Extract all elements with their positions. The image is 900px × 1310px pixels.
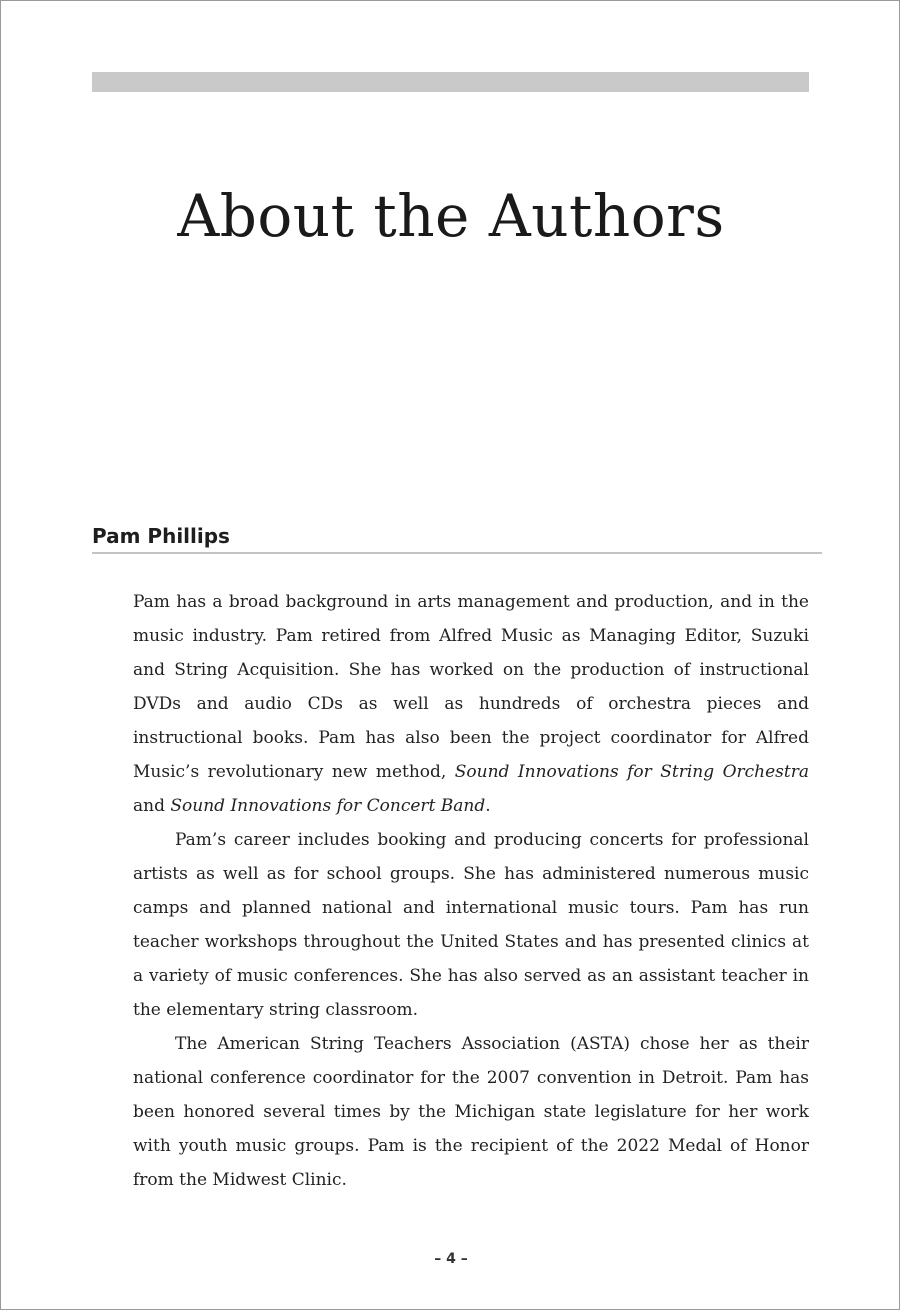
author-name-heading: Pam Phillips <box>92 524 230 548</box>
book-title-concert-band: Sound Innovations for Concert Band <box>170 796 486 816</box>
bio-paragraph-1-conjunction: and <box>133 796 171 816</box>
page-number: – 4 – <box>434 1251 468 1267</box>
bio-paragraph-1-end: . <box>485 796 491 816</box>
page-title: About the Authors <box>177 182 725 250</box>
book-title-string-orchestra: Sound Innovations for String Orchestra <box>454 762 809 782</box>
bio-paragraph-2: Pam’s career includes booking and producing concerts for professional artists as well as for school groups. She has administered numerous music camps and planned national and international music tours. Pam has run teacher workshops throughout the United States and has presented clinics at a variety of music conferences. She has also served as an assistant teacher in the elementary string classroom. <box>133 830 809 1020</box>
bio-paragraph-1-text: Pam has a broad background in arts management and production, and in the music industry. Pam retired from Alfred Music as Managing Editor, Suzuki and String Acquisition. She has worked on the production of instructional DVDs and audio CDs as well as hundreds of orchestra pieces and instructional books. Pam has also been the project coordinator for Alfred Music’s revolutionary new method, <box>133 592 809 782</box>
author-bio <box>133 585 809 1197</box>
heading-divider <box>92 552 822 554</box>
bio-paragraph-3: The American String Teachers Association (ASTA) chose her as their national conference coordinator for the 2007 convention in Detroit. Pam has been honored several times by the Michigan state legislature for her work with youth music groups. Pam is the recipient of the 2022 Medal of Honor from the Midwest Clinic. <box>133 1034 809 1190</box>
bio-paragraph-1 <box>133 585 809 823</box>
header-bar <box>92 72 809 92</box>
